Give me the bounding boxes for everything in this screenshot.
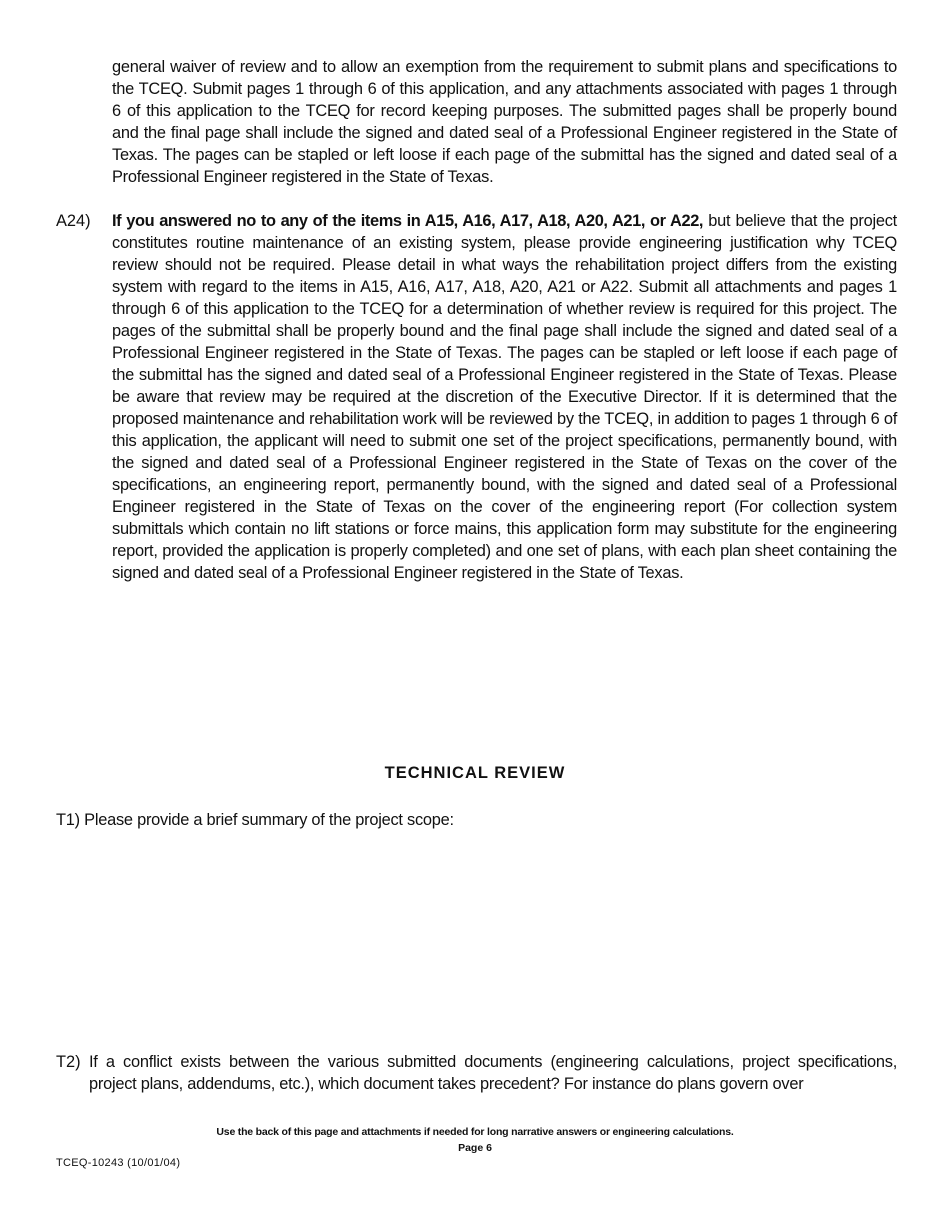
a24-bold-text: If you answered no to any of the items in A15, A16, A17, A18, A20, A21, or A22, — [112, 212, 704, 230]
t1-question — [56, 809, 454, 831]
t1-label: T1) — [56, 811, 80, 829]
a24-paragraph — [112, 210, 897, 584]
intro-paragraph: general waiver of review and to allow an exemption from the requirement to submit plans and specifications to the TCEQ. Submit pages 1 through 6 of this application, and any attachments associated with pages 1 through 6 of this application to the TCEQ for record keeping purposes. The submitted pages shall be properly bound and the final page shall include the signed and dated seal of a Professional Engineer registered in the State of Texas. The pages can be stapled or left loose if each page of the submittal has the signed and dated seal of a Professional Engineer registered in the State of Texas. — [112, 58, 897, 186]
footer-note: Use the back of this page and attachments if needed for long narrative answers or engineering calculations. — [216, 1126, 734, 1138]
a24-label: A24) — [56, 212, 91, 230]
t1-text: Please provide a brief summary of the project scope: — [84, 811, 454, 829]
t2-label: T2) — [56, 1053, 81, 1071]
page-number: Page 6 — [458, 1142, 492, 1154]
a24-text: but believe that the project constitutes routine maintenance of an existing system, please provide engineering justification why TCEQ review should not be required. Please detail in what ways the rehabilitation project differs from the existing system with regard to the items in A15, A16, A17, A18, A20, A21 or A22. Submit all attachments and pages 1 through 6 of this application to the TCEQ for a determination of whether review is required for this project. The pages of the submittal shall be properly bound and the final page shall include the signed and dated seal of a Professional Engineer registered in the State of Texas. The pages can be stapled or left loose if each page of the submittal has the signed and dated seal of a Professional Engineer registered in the State of Texas. Please be aware that review may be required at the discretion of the Executive Director. If it is determined that the proposed maintenance and rehabilitation work will be reviewed by the TCEQ, in addition to pages 1 through 6 of this application, the applicant will need to submit one set of the project specifications, permanently bound, with the signed and dated seal of a Professional Engineer registered in the State of Texas on the cover of the specifications, an engineering report, permanently bound, with the signed and dated seal of a Professional Engineer registered in the State of Texas on the cover of the engineering report (For collection system submittals which contain no lift stations or force mains, this application form may substitute for the engineering report, provided the application is properly completed) and one set of plans, with each plan sheet containing the signed and dated seal of a Professional Engineer registered in the State of Texas. — [112, 212, 897, 582]
section-heading: TECHNICAL REVIEW — [384, 764, 566, 782]
form-id: TCEQ-10243 (10/01/04) — [56, 1157, 181, 1169]
t2-text: If a conflict exists between the various submitted documents (engineering calculations, project specifications, project plans, addendums, etc.), which document takes precedent? For instance do plans govern over — [89, 1053, 897, 1093]
